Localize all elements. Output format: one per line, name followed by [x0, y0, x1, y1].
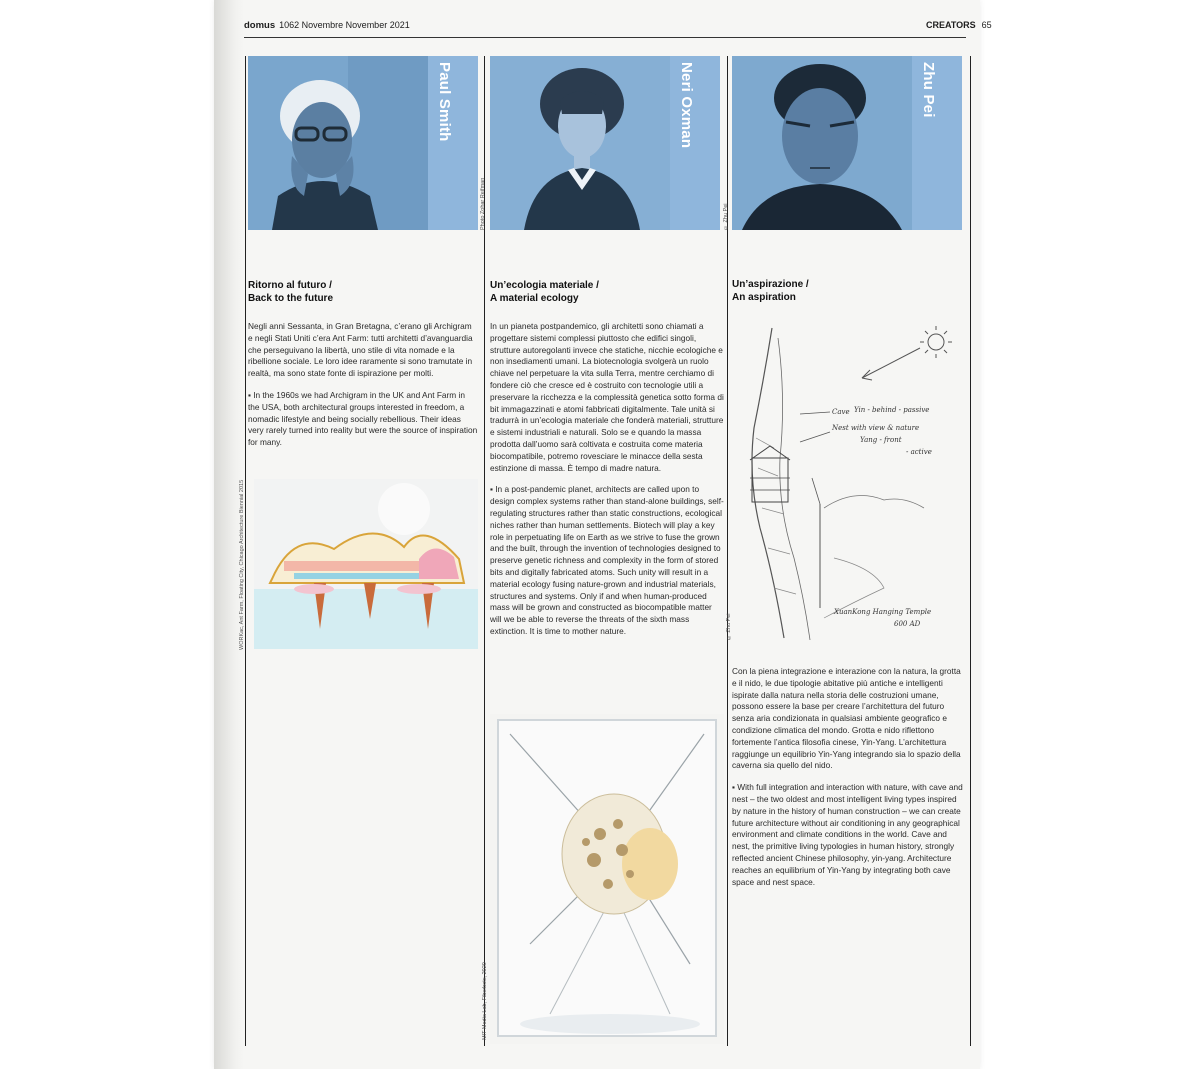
photo-credit: Photo Zohar Reifman: [480, 177, 486, 230]
sketch-drawing: [734, 318, 966, 644]
portrait-photo: [732, 56, 912, 230]
column-rule: [970, 56, 971, 1046]
article-body-zhu-pei: [732, 666, 966, 898]
portrait-photo: [490, 56, 670, 230]
sketch-note-nest: Nest with view & nature: [832, 424, 920, 432]
sketch-credit: © Zhu Pei: [726, 613, 732, 640]
article-body-neri-oxman: [490, 321, 724, 648]
section-header: [926, 20, 992, 30]
paragraph-italian: In un pianeta postpandemico, gli architetti sono chiamati a progettare sistemi complessi piuttosto che edifici singoli, strutture autoregolanti invece che statiche, nicchie ecologiche e non insediamenti umani. La biotecnologia svolgerà un ruolo chiave nel perpetuare la vita sulla Terra, mentre cerchiamo di fondere ciò che cresce ed è costruito con tecnologie utili a preservare la ricchezza e la complessità genetica sotto forma di bit immagazzinati e atomi fabbricati digitalmente. Tale unità si tradurrà in un’ecologia materiale che fonderà materiali, strutture e sistemi industriali e naturali. Solo se e quando la massa prodotta dall’uomo sarà coltivata e costruita come materia biocompatibile, potremo rovesciare le minacce della sesta estinzione di massa. È tempo di madre natura.: [490, 321, 724, 473]
headline-an-aspiration: [732, 278, 964, 304]
creator-name: Neri Oxman: [678, 62, 695, 149]
headline-material-ecology: [490, 279, 722, 305]
floating-city-illustration: [254, 479, 478, 649]
paragraph-english: ▪ With full integration and interaction with nature, with cave and nest – the two oldest and most intelligent living types inspired by nature in the history of human construction – we can create future architecture without air conditioning in any geographical environment and climate conditions in the world. Cave and nest, the primitive living typologies in human history, strongly reflected ancient Chinese philosophy, yin-yang. Architecture reaches an equilibrium of Yin-Yang by integrating both cave space and nest space.: [732, 782, 963, 887]
name-band: [670, 56, 720, 230]
section-name: CREATORS: [926, 20, 976, 30]
sketch-note-yin: Yin - behind - passive: [854, 406, 930, 414]
sketch-note-cave: Cave: [832, 408, 850, 416]
name-band: [912, 56, 962, 230]
headline-italian: Un’ecologia materiale /: [490, 280, 599, 291]
fiberbots-photo: [490, 714, 724, 1044]
headline-english: A material ecology: [490, 293, 579, 304]
issue-info: 1062 Novembre November 2021: [279, 20, 410, 30]
portrait-illustration: [732, 56, 912, 230]
image-credit: WORKac, Ant Farm, Floating City, Chicago Architecture Biennial 2015: [239, 479, 245, 650]
photo-credit: © Zhu Pei: [723, 203, 729, 230]
paragraph-english: ▪ In a post-pandemic planet, architects are called upon to design complex systems rather than stand-alone buildings, self-regulating structures rather than static constructions, ecological niches rather than human settlements. Biotech will play a key role in perpetuating life on Earth as we strive to fuse the grown and the built, through the invention of technologies designed to preserve genetic richness and complexity in the form of stored bits and digitally fabricated atoms. Such unity will result in a material ecology fusing nature-grown and industrial materials, structures and systems. Only if and when human-produced mass will be grown and constructed as biocompatible matter will we be able to reverse the threats of the sixth mass extinction. It is time to mother nature.: [490, 484, 724, 636]
sketch-note-active: - active: [906, 448, 932, 456]
headline-back-to-the-future: [248, 279, 478, 305]
running-header: [244, 20, 410, 31]
page-number: 65: [981, 20, 992, 30]
paragraph-english: ▪ In the 1960s we had Archigram in the UK and Ant Farm in the USA, both architectural groups interested in freedom, a nomadic lifestyle and being socially rebellious. Their ideas very rarely turned into reality but were the source of inspiration for many.: [248, 389, 478, 448]
article-body-paul-smith: [248, 321, 478, 459]
magazine-name: domus: [244, 20, 276, 31]
portrait-paul-smith: [248, 56, 478, 230]
floating-city-drawing: [254, 479, 478, 649]
header-rule: [244, 37, 966, 38]
portrait-illustration: [248, 56, 428, 230]
headline-italian: Ritorno al futuro /: [248, 280, 332, 291]
portrait-illustration: [490, 56, 670, 230]
paragraph-italian: Con la piena integrazione e interazione con la natura, la grotta e il nido, le due tipologie abitative più antiche e intelligenti ispirate dalla natura nella storia delle costruzioni umane, possono essere la base per creare l’architettura del futuro senza aria condizionata in qualsiasi ambiente geografico e condizione climatica del mondo. Grotta e nido riflettono fortemente l’antica filosofia cinese, Yin-Yang. L’architettura raggiunge un equilibrio Yin-Yang integrando sia lo spazio della caverna sia quello del nido.: [732, 666, 961, 771]
hanging-temple-sketch: [734, 318, 966, 644]
portrait-neri-oxman: [490, 56, 720, 230]
magazine-page: [214, 0, 992, 1069]
name-band: [428, 56, 478, 230]
headline-italian: Un’aspirazione /: [732, 279, 809, 290]
portrait-zhu-pei: [732, 56, 962, 230]
portrait-photo: [248, 56, 428, 230]
image-credit: MIT Media Lab, Fiberbots, 2020: [482, 962, 488, 1040]
paragraph-italian: Negli anni Sessanta, in Gran Bretagna, c’erano gli Archigram e negli Stati Uniti c’era Ant Farm: tutti architetti d’avanguardia che perseguivano la libertà, uno stile di vita nomade e la ribellione sociale. Le loro idee raramente si sono tramutate in realtà, ma sono state fonte di ispirazione per molti.: [248, 321, 473, 379]
creator-name: Paul Smith: [436, 62, 453, 142]
creator-name: Zhu Pei: [920, 62, 937, 118]
sketch-note-yang: Yang - front: [860, 436, 902, 444]
sketch-note-date: 600 AD: [894, 620, 921, 628]
headline-english: An aspiration: [732, 292, 796, 303]
column-rule: [245, 56, 246, 1046]
sketch-note-temple: XuanKong Hanging Temple: [834, 608, 932, 616]
fiberbots-sculpture: [490, 714, 724, 1044]
headline-english: Back to the future: [248, 293, 334, 304]
